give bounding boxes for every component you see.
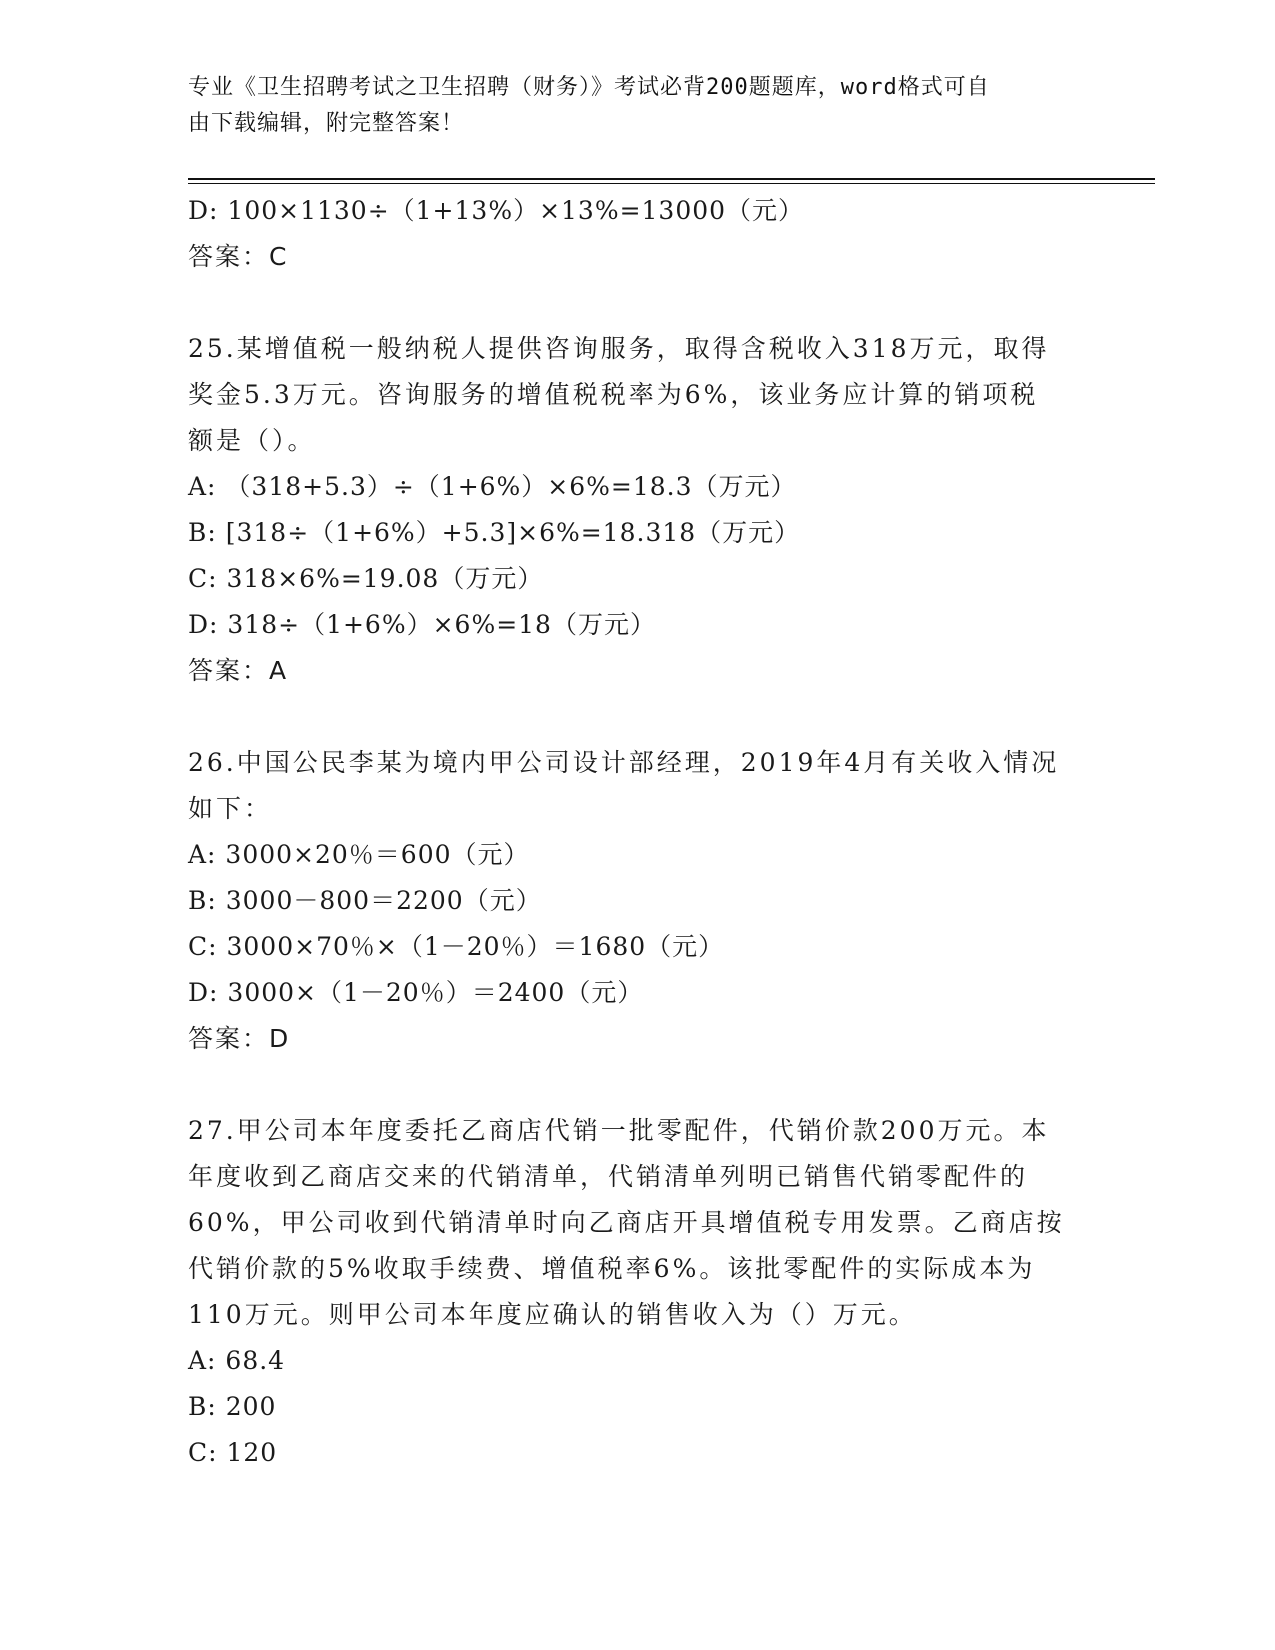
question-26 [188,740,1088,1062]
option-c: C: 318×6%=19.08（万元） [188,564,544,593]
option-a: A: 68.4 [188,1346,286,1375]
header-divider-thick [188,178,1155,180]
option-d: D: 100×1130÷（1+13%）×13%=13000（元） [188,196,805,225]
question-stem-line: 如下： [188,794,273,823]
question-stem-line: 奖金5.3万元。咨询服务的增值税税率为6%，该业务应计算的销项税 [188,380,1039,409]
spacer [188,1062,1088,1108]
spacer [188,694,1088,740]
question-stem-line: 年度收到乙商店交来的代销清单，代销清单列明已销售代销零配件的 [188,1162,1029,1191]
answer: 答案：D [188,1024,291,1053]
header-line-1: 专业《卫生招聘考试之卫生招聘（财务）》考试必背200题题库，word格式可自 [188,75,990,100]
spacer [188,280,1088,326]
question-stem-line: 26.中国公民李某为境内甲公司设计部经理，2019年4月有关收入情况 [188,748,1060,777]
option-d: D: 3000×（1－20％）＝2400（元） [188,978,644,1007]
document-body [188,188,1088,1476]
question-stem-line: 110万元。则甲公司本年度应确认的销售收入为（）万元。 [188,1300,917,1329]
header-divider-thin [188,183,1155,184]
question-25 [188,326,1088,694]
header-line-2: 由下载编辑，附完整答案！ [188,111,465,136]
question-stem-line: 27.甲公司本年度委托乙商店代销一批零配件，代销价款200万元。本 [188,1116,1050,1145]
option-c: C: 120 [188,1438,278,1467]
answer: 答案：C [188,242,289,271]
document-header [188,70,1088,142]
question-stem-line: 代销价款的5%收取手续费、增值税率6%。该批零配件的实际成本为 [188,1254,1036,1283]
answer: 答案：A [188,656,289,685]
option-b: B: 3000－800＝2200（元） [188,886,542,915]
option-b: B: 200 [188,1392,277,1421]
question-27 [188,1108,1088,1476]
question-stem-line: 60%，甲公司收到代销清单时向乙商店开具增值税专用发票。乙商店按 [188,1208,1065,1237]
question-stem-line: 25.某增值税一般纳税人提供咨询服务，取得含税收入318万元，取得 [188,334,1050,363]
previous-question-tail [188,188,1088,280]
option-c: C: 3000×70％×（1－20％）＝1680（元） [188,932,725,961]
option-a: A: （318+5.3）÷（1+6%）×6%=18.3（万元） [188,472,797,501]
option-b: B: [318÷（1+6%）+5.3]×6%=18.318（万元） [188,518,801,547]
option-d: D: 318÷（1+6%）×6%=18（万元） [188,610,656,639]
option-a: A: 3000×20％＝600（元） [188,840,530,869]
question-stem-line: 额是（）。 [188,426,316,455]
